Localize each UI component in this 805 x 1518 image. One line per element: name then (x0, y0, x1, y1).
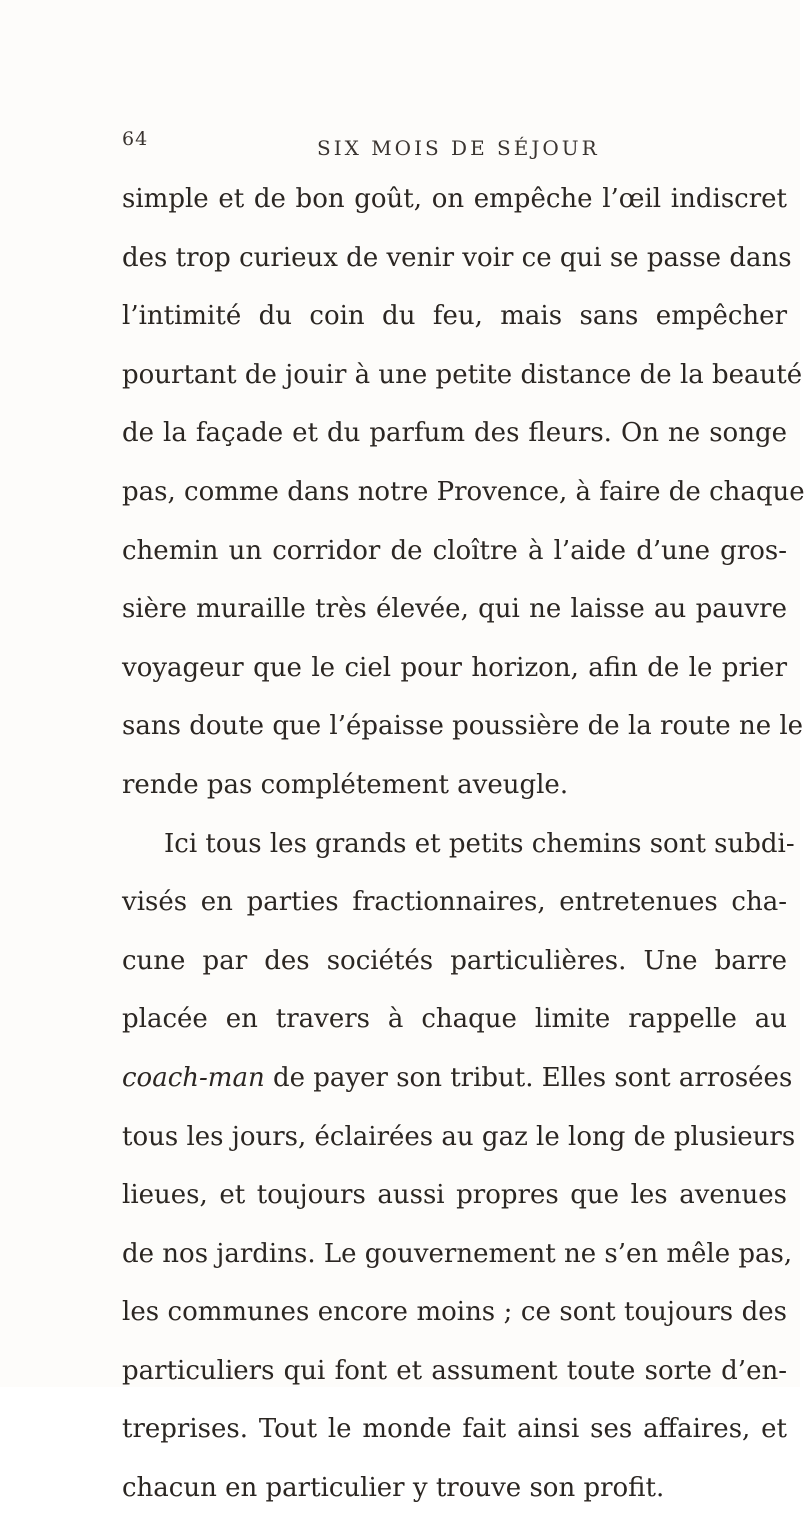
text-line: simple et de bon goût, on empêche l’œil indiscret (122, 184, 787, 214)
text-line: sière muraille très élevée, qui ne laisse au pauvre (122, 594, 787, 625)
page-number: 64 (122, 128, 149, 150)
text-line: chemin un corridor de cloître à l’aide d’une gros- (122, 535, 787, 566)
text-line: cune par des sociétés particulières. Une barre (122, 945, 787, 976)
running-head (122, 128, 782, 166)
text-line: chacun en particulier y trouve son profit. (122, 1473, 665, 1504)
text-line: voyageur que le ciel pour horizon, afin de le prier (122, 652, 787, 683)
text-line: treprises. Tout le monde fait ainsi ses affaires, et (122, 1414, 787, 1445)
paragraph-start-line: Ici tous les grands et petits chemins sont subdi- (164, 828, 795, 859)
text-line: l’intimité du coin du feu, mais sans empêcher (122, 301, 787, 332)
text-line: visés en parties fractionnaires, entretenues cha- (122, 887, 787, 918)
text-line: tous les jours, éclairées au gaz le long de plusieurs (122, 1121, 796, 1152)
text-line: placée en travers à chaque limite rappelle au (122, 1004, 787, 1035)
text-line: lieues, et toujours aussi propres que les avenues (122, 1180, 787, 1211)
text-line: les communes encore moins ; ce sont toujours des (122, 1297, 787, 1328)
text-line: pourtant de jouir à une petite distance de la beauté (122, 359, 803, 390)
line-remainder: de payer son tribut. Elles sont arrosées (272, 1062, 793, 1093)
text-line: particuliers qui font et assument toute sorte d’en- (122, 1355, 787, 1386)
text-line: de nos jardins. Le gouvernement ne s’en mêle pas, (122, 1238, 793, 1269)
body-text (122, 170, 805, 1518)
text-line: rende pas complétement aveugle. (122, 769, 569, 800)
text-line: sans doute que l’épaisse poussière de la route ne le (122, 711, 804, 742)
text-line: pas, comme dans notre Provence, à faire de chaque (122, 476, 805, 507)
running-title: SIX MOIS DE SÉJOUR (317, 136, 600, 160)
text-line-with-italic (122, 1049, 793, 1108)
text-line: des trop curieux de venir voir ce qui se passe dans (122, 242, 792, 273)
italic-term: coach-man (122, 1062, 265, 1093)
text-line: de la façade et du parfum des fleurs. On ne songe (122, 418, 787, 449)
